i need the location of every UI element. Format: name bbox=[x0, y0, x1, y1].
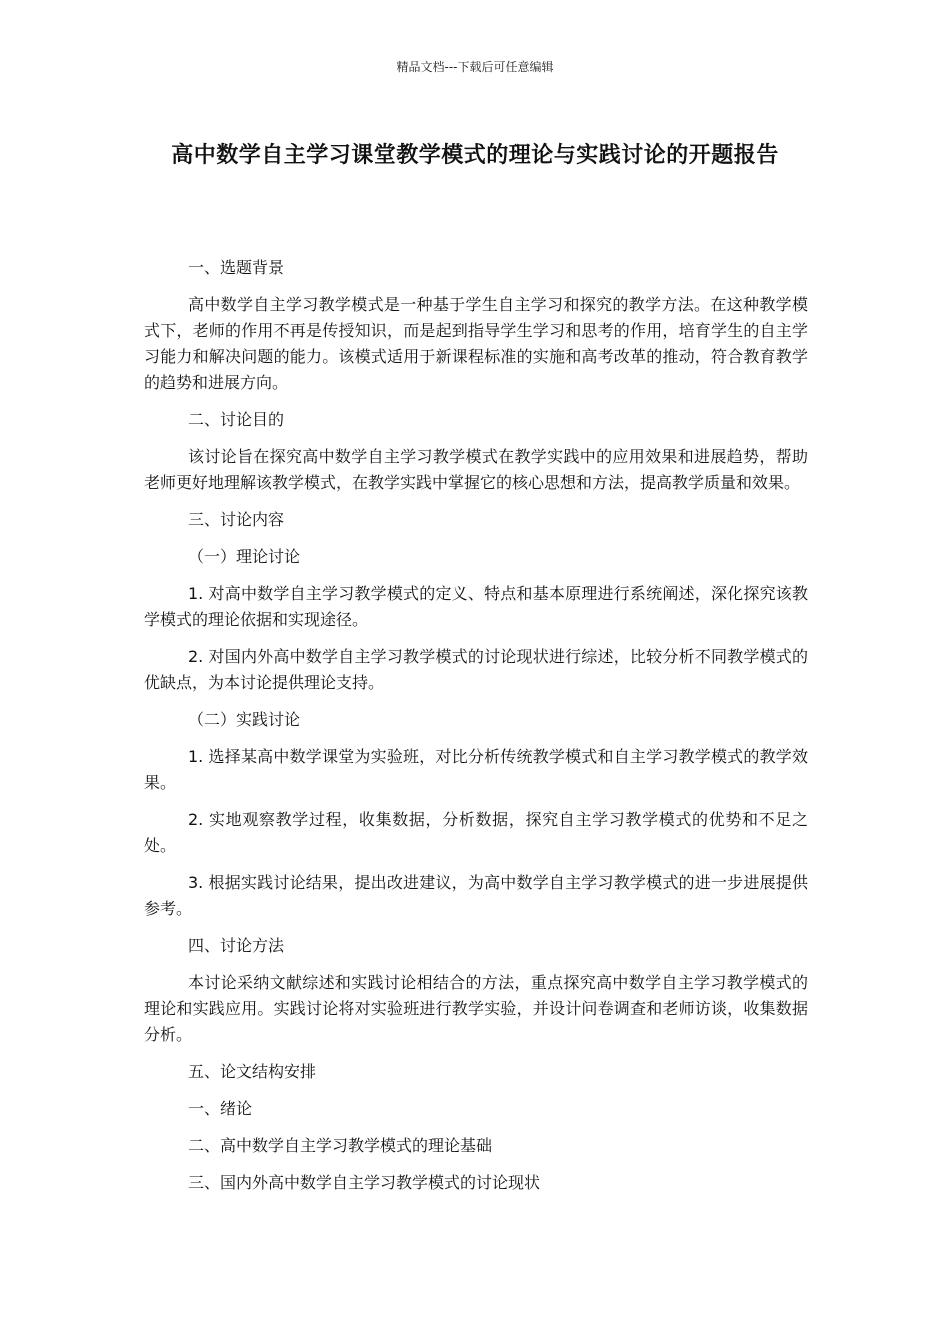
paragraph: 1. 选择某高中数学课堂为实验班，对比分析传统教学模式和自主学习教学模式的教学效果。 bbox=[144, 747, 808, 792]
subsection-heading: （一）理论讨论 bbox=[188, 547, 301, 566]
outline-item: 一、绪论 bbox=[188, 1099, 253, 1118]
paragraph: 3. 根据实践讨论结果，提出改进建议，为高中数学自主学习教学模式的进一步进展提供参考。 bbox=[144, 873, 808, 918]
document-title: 高中数学自主学习课堂教学模式的理论与实践讨论的开题报告 bbox=[171, 143, 779, 168]
outline-item: 二、高中数学自主学习教学模式的理论基础 bbox=[188, 1136, 493, 1155]
section-heading: 二、讨论目的 bbox=[188, 410, 285, 429]
section-heading: 三、讨论内容 bbox=[188, 510, 285, 529]
paragraph: 该讨论旨在探究高中数学自主学习教学模式在教学实践中的应用效果和进展趋势，帮助老师更好地理解该教学模式，在教学实践中掌握它的核心思想和方法，提高教学质量和效果。 bbox=[144, 447, 808, 492]
section-heading: 一、选题背景 bbox=[188, 258, 285, 277]
paragraph: 2. 对国内外高中数学自主学习教学模式的讨论现状进行综述，比较分析不同教学模式的优缺点，为本讨论提供理论支持。 bbox=[144, 647, 808, 692]
subsection-heading: （二）实践讨论 bbox=[188, 710, 301, 729]
paragraph: 高中数学自主学习教学模式是一种基于学生自主学习和探究的教学方法。在这种教学模式下，老师的作用不再是传授知识，而是起到指导学生学习和思考的作用，培育学生的自主学习能力和解决问题的能力。该模式适用于新课程标准的实施和高考改革的推动，符合教育教学的趋势和进展方向。 bbox=[144, 295, 808, 392]
section-heading: 五、论文结构安排 bbox=[188, 1062, 317, 1081]
paragraph: 1. 对高中数学自主学习教学模式的定义、特点和基本原理进行系统阐述，深化探究该教学模式的理论依据和实现途径。 bbox=[144, 584, 808, 629]
document-body bbox=[144, 255, 808, 1207]
paragraph: 本讨论采纳文献综述和实践讨论相结合的方法，重点探究高中数学自主学习教学模式的理论和实践应用。实践讨论将对实验班进行教学实验，并设计问卷调查和老师访谈，收集数据分析。 bbox=[144, 973, 808, 1044]
outline-item: 三、国内外高中数学自主学习教学模式的讨论现状 bbox=[188, 1173, 541, 1192]
section-heading: 四、讨论方法 bbox=[188, 936, 285, 955]
paragraph: 2. 实地观察教学过程，收集数据，分析数据，探究自主学习教学模式的优势和不足之处。 bbox=[144, 810, 808, 855]
header-note: 精品文档---下载后可任意编辑 bbox=[396, 60, 554, 74]
